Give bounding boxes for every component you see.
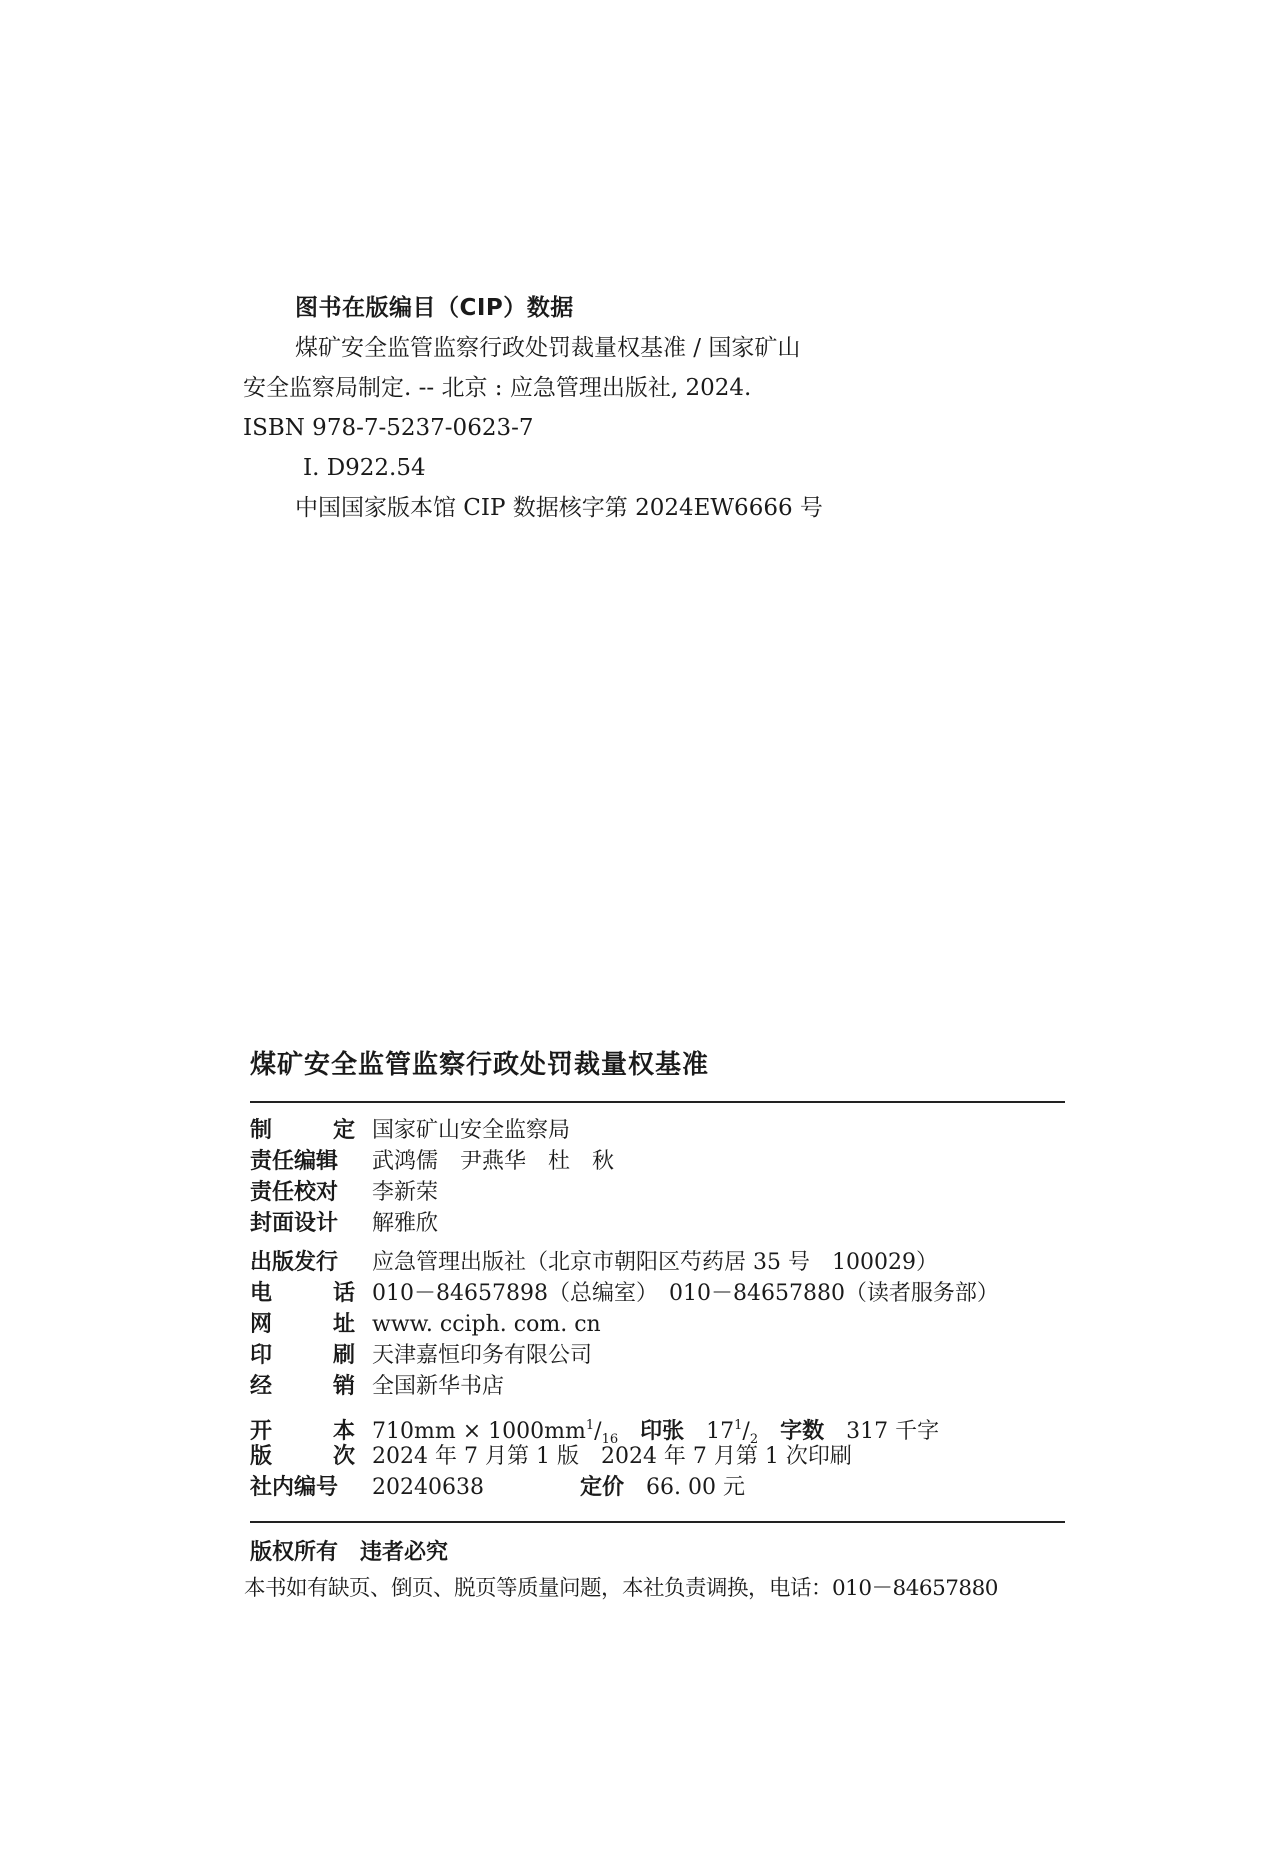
rights-divider [250, 1521, 1065, 1523]
phone-label: 电 话 [250, 1281, 355, 1306]
book-title: 煤矿安全监管监察行政处罚裁量权基准 [250, 1050, 710, 1080]
publisher-row [250, 1247, 1065, 1278]
internal-number-label: 社内编号 [250, 1475, 339, 1500]
staff-row-cover-design [250, 1208, 1065, 1239]
sheets-value: $17^1/_2$ [706, 1418, 759, 1447]
price-value: 66. 00 元 [646, 1475, 745, 1500]
staff-value: 解雅欣 [372, 1211, 439, 1236]
cip-isbn: ISBN 978-7-5237-0623-7 [243, 415, 534, 441]
cip-publisher-line: 安全监察局制定. -- 北京 : 应急管理出版社, 2024. [243, 375, 752, 401]
distributor-row [250, 1371, 1065, 1402]
printer-value: 天津嘉恒印务有限公司 [372, 1343, 593, 1368]
rights-block [244, 1535, 1065, 1607]
words-label: 字数 [780, 1419, 825, 1444]
cip-classification: Ⅰ. D922.54 [303, 455, 426, 481]
website-label: 网 址 [250, 1312, 355, 1337]
staff-row-author [250, 1115, 1065, 1146]
cip-title-line: 煤矿安全监管监察行政处罚裁量权基准 / 国家矿山 [295, 335, 801, 361]
staff-label: 封面设计 [250, 1211, 339, 1236]
publisher-value: 应急管理出版社（北京市朝阳区芍药居 35 号 100029） [372, 1250, 938, 1275]
staff-label: 制 定 [250, 1118, 355, 1143]
rights-notice: 本书如有缺页、倒页、脱页等质量问题，本社负责调换，电话：010－84657880 [244, 1576, 998, 1601]
printer-row [250, 1340, 1065, 1371]
internal-number-value: 20240638 [372, 1475, 484, 1500]
website-value: www. cciph. com. cn [372, 1312, 601, 1337]
specs-group [250, 1410, 1065, 1503]
staff-row-editor [250, 1146, 1065, 1177]
website-row [250, 1309, 1065, 1340]
format-size: $710mm \times 1000mm^1/_{16}$ [372, 1418, 619, 1447]
cip-data-block [243, 288, 883, 528]
phone-value: 010－84657898（总编室） 010－84657880（读者服务部） [372, 1281, 999, 1306]
edition-row [250, 1441, 1065, 1472]
staff-label: 责任校对 [250, 1180, 339, 1205]
distributor-label: 经 销 [250, 1374, 355, 1399]
printer-label: 印 刷 [250, 1343, 355, 1368]
format-row [250, 1410, 1065, 1447]
edition-label: 版 次 [250, 1444, 355, 1469]
colophon-block [244, 1045, 1065, 1607]
edition-value: 2024 年 7 月第 1 版 2024 年 7 月第 1 次印刷 [372, 1444, 852, 1469]
cip-record-number: 中国国家版本馆 CIP 数据核字第 2024EW6666 号 [295, 495, 823, 521]
format-label: 开 本 [250, 1419, 355, 1444]
title-divider [250, 1101, 1065, 1103]
cip-heading: 图书在版编目（CIP）数据 [295, 295, 574, 321]
price-label: 定价 [580, 1475, 625, 1500]
staff-value: 李新荣 [372, 1180, 439, 1205]
distributor-value: 全国新华书店 [372, 1374, 505, 1399]
staff-group [250, 1115, 1065, 1239]
publishing-group [250, 1247, 1065, 1402]
internal-number-row [250, 1472, 1065, 1503]
staff-value: 武鸿儒 尹燕华 杜 秋 [372, 1149, 615, 1174]
publisher-label: 出版发行 [250, 1250, 339, 1275]
staff-label: 责任编辑 [250, 1149, 339, 1174]
phone-row [250, 1278, 1065, 1309]
sheets-label: 印张 [640, 1419, 685, 1444]
words-value: 317 千字 [846, 1419, 940, 1444]
staff-row-proofreader [250, 1177, 1065, 1208]
rights-reserved: 版权所有 违者必究 [250, 1540, 449, 1565]
staff-value: 国家矿山安全监察局 [372, 1118, 571, 1143]
